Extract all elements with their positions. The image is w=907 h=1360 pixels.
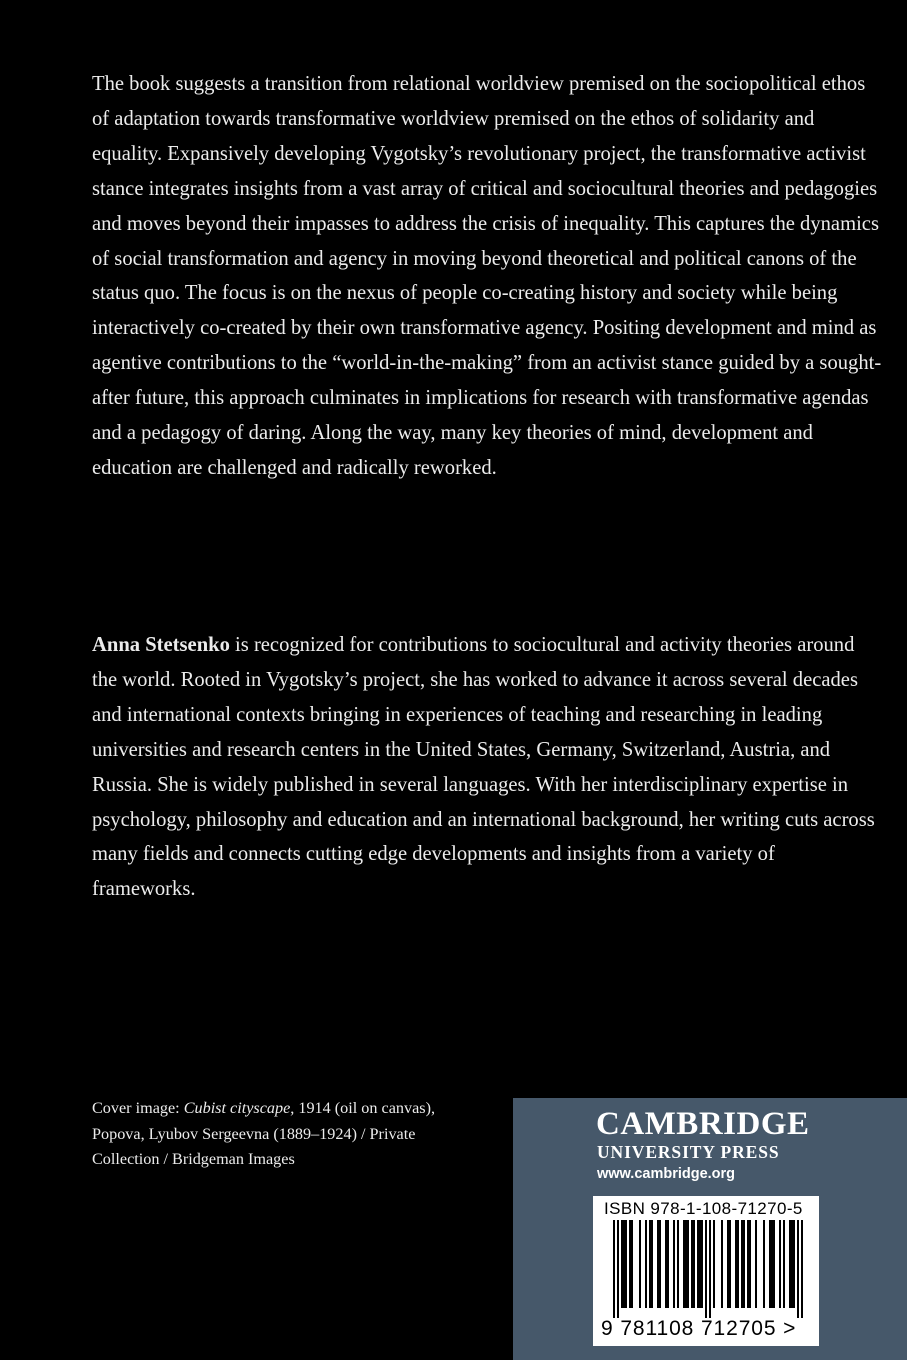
barcode-bar [727, 1220, 729, 1308]
barcode-bar [629, 1220, 631, 1308]
barcode-bar [741, 1220, 743, 1308]
barcode-bar [735, 1220, 737, 1308]
barcode-bar [769, 1220, 771, 1308]
barcode-bar [755, 1220, 757, 1308]
publisher-subname: UNIVERSITY PRESS [597, 1142, 780, 1162]
barcode-bar [737, 1220, 739, 1308]
barcode-bar [693, 1220, 695, 1308]
barcode-bar [691, 1220, 693, 1308]
cover-image-credit [92, 1096, 472, 1173]
credit-details: , 1914 (oil on canvas), Popova, Lyubov Sergeevna (1889–1924) / Private Collection / Bridgeman Images [92, 1099, 436, 1168]
barcode-bar [779, 1220, 781, 1308]
author-bio [92, 628, 882, 907]
artwork-title: Cubist cityscape [183, 1099, 291, 1117]
barcode-bar [721, 1220, 723, 1308]
barcode-bar [773, 1220, 775, 1308]
barcode-bars [603, 1220, 811, 1318]
barcode-bar [789, 1220, 791, 1308]
barcode-bar [645, 1220, 647, 1308]
barcode-bar [651, 1220, 653, 1308]
barcode-bar [801, 1220, 803, 1318]
publisher-url: www.cambridge.org [597, 1166, 736, 1182]
barcode-bar [673, 1220, 675, 1308]
barcode-bar [705, 1220, 707, 1318]
barcode-bar [699, 1220, 701, 1308]
barcode-bar [793, 1220, 795, 1308]
barcode-bar [683, 1220, 685, 1308]
barcode-bar [791, 1220, 793, 1308]
barcode-bar [623, 1220, 625, 1308]
barcode-bar [763, 1220, 765, 1308]
barcode-bar [649, 1220, 651, 1308]
barcode-bar [771, 1220, 773, 1308]
barcode-bar [729, 1220, 731, 1308]
barcode-bar [743, 1220, 745, 1308]
barcode-bar [747, 1220, 749, 1308]
isbn-label: ISBN 978-1-108-71270-5 [604, 1199, 803, 1218]
barcode-bar [617, 1220, 619, 1318]
barcode-bar [639, 1220, 641, 1308]
barcode-bar [657, 1220, 659, 1308]
barcode-bar [665, 1220, 667, 1308]
barcode-bar [631, 1220, 633, 1308]
barcode-bar [621, 1220, 623, 1308]
barcode-bar [667, 1220, 669, 1308]
barcode-bar [797, 1220, 799, 1318]
barcode-bar [613, 1220, 615, 1318]
barcode-bar [625, 1220, 627, 1308]
publisher-name: CAMBRIDGE [596, 1106, 810, 1142]
barcode-digits: 9 781108 712705 > [601, 1317, 797, 1340]
barcode-bar [659, 1220, 661, 1308]
credit-prefix: Cover image: [92, 1099, 184, 1117]
barcode-bar [713, 1220, 715, 1308]
barcode-bar [701, 1220, 703, 1308]
book-blurb: The book suggests a transition from relational worldview premised on the sociopolitical ethos of adaptation towards transformative worldview premised on the ethos of solidarity and equality. Expansively developing Vygotsky’s revolutionary project, the transformative activist stance integrates insights from a vast array of critical and sociocultural theories and pedagogies and moves beyond their impasses to address the crisis of inequality. This captures the dynamics of social transformation and agency in moving beyond theoretical and political canons of the status quo. The focus is on the nexus of people co-creating history and society while being interactively co-created by their own transformative agency. Positing development and mind as agentive contributions to the “world-in-the-making” from an activist stance guided by a sought-after future, this approach culminates in implications for research with transformative agendas and a pedagogy of daring. Along the way, many key theories of mind, development and education are challenged and radically reworked. [92, 73, 882, 479]
barcode-bar [677, 1220, 679, 1308]
author-bio-text: is recognized for contributions to sociocultural and activity theories around the world. Rooted in Vygotsky’s project, she has worked to advance it across several decades and international contexts bringing in experiences of teaching and researching in leading universities and research centers in the United States, Germany, Switzerland, Austria, and Russia. She is widely published in several languages. With her interdisciplinary expertise in psychology, philosophy and education and an international background, her writing cuts across many fields and connects cutting edge developments and insights from a variety of frameworks. [92, 634, 875, 901]
barcode-bar [749, 1220, 751, 1308]
author-name: Anna Stetsenko [92, 634, 230, 656]
barcode-bar [697, 1220, 699, 1308]
barcode-bar [687, 1220, 689, 1308]
barcode-bar [783, 1220, 785, 1308]
barcode-bar [685, 1220, 687, 1308]
barcode-bar [709, 1220, 711, 1318]
